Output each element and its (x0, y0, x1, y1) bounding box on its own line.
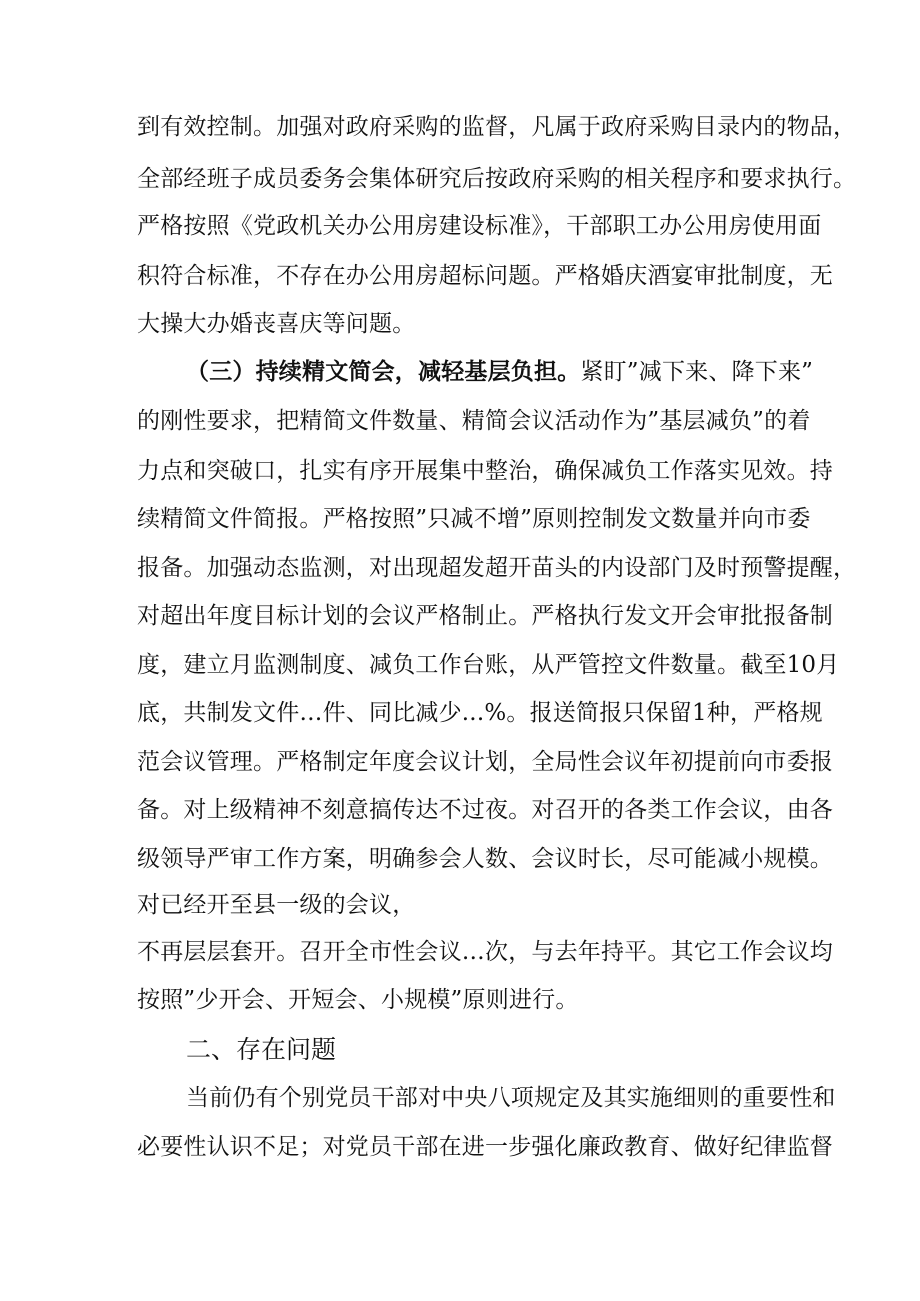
para2-line-12: 对已经开至县一级的会议， (137, 892, 416, 918)
para1-line-3: 严格按照《党政机关办公用房建设标准》，干部职工办公用房使用面 (137, 213, 822, 239)
para1-line-1: 到有效控制。加强对政府采购的监督，凡属于政府采购目录内的物品， (137, 114, 857, 140)
para2-line-9: 范会议管理。严格制定年度会议计划，全局性会议年初提前向市委报 (137, 749, 833, 775)
para2-line-6: 对超出年度目标计划的会议严格制止。严格执行发文开会审批报备制 (137, 603, 833, 629)
para2-first-line-rest: 紧盯”减下来、降下来” (580, 359, 814, 385)
para2-line-2: 的刚性要求，把精简文件数量、精简会议活动作为”基层减负”的着 (137, 408, 811, 434)
para3-first-line: 当前仍有个别党员干部对中央八项规定及其实施细则的重要性和 (186, 1085, 836, 1111)
para2-line-10: 备。对上级精神不刻意搞传达不过夜。对召开的各类工作会议，由各 (137, 797, 833, 823)
section-heading: 二、存在问题 (186, 1035, 337, 1064)
para2-line-13: 不再层层套开。召开全市性会议…次，与去年持平。其它工作会议均 (137, 939, 833, 965)
subsection-heading: （三）持续精文简会，减轻基层负担。 (186, 358, 581, 385)
para1-line-4: 积符合标准，不存在办公用房超标问题。严格婚庆酒宴审批制度，无 (137, 263, 833, 289)
para2-first-line (186, 357, 813, 387)
para2-line-4: 续精简文件简报。严格按照”只减不增”原则控制发文数量并向市委 (137, 506, 811, 532)
para2-line-8: 底，共制发文件…件、同比减少...%。报送简报只保留1种，严格规 (137, 700, 823, 726)
para2-line-3: 力点和突破口，扎实有序开展集中整治，确保减负工作落实见效。持 (137, 458, 833, 484)
para3-line-2: 必要性认识不足；对党员干部在进一步强化廉政教育、做好纪律监督 (137, 1134, 833, 1160)
para2-line-5: 报备。加强动态监测，对出现超发超开苗头的内设部门及时预警提醒， (137, 555, 857, 581)
para2-line-11: 级领导严审工作方案，明确参会人数、会议时长，尽可能减小规模。 (137, 846, 833, 872)
para1-line-5: 大操大办婚丧喜庆等问题。 (137, 311, 416, 337)
para2-line-14: 按照”少开会、开短会、小规模”原则进行。 (137, 987, 579, 1013)
para2-line-7: 度，建立月监测制度、减负工作台账，从严管控文件数量。截至10月 (137, 652, 840, 678)
para1-line-2: 全部经班子成员委务会集体研究后按政府采购的相关程序和要求执行。 (137, 166, 857, 192)
